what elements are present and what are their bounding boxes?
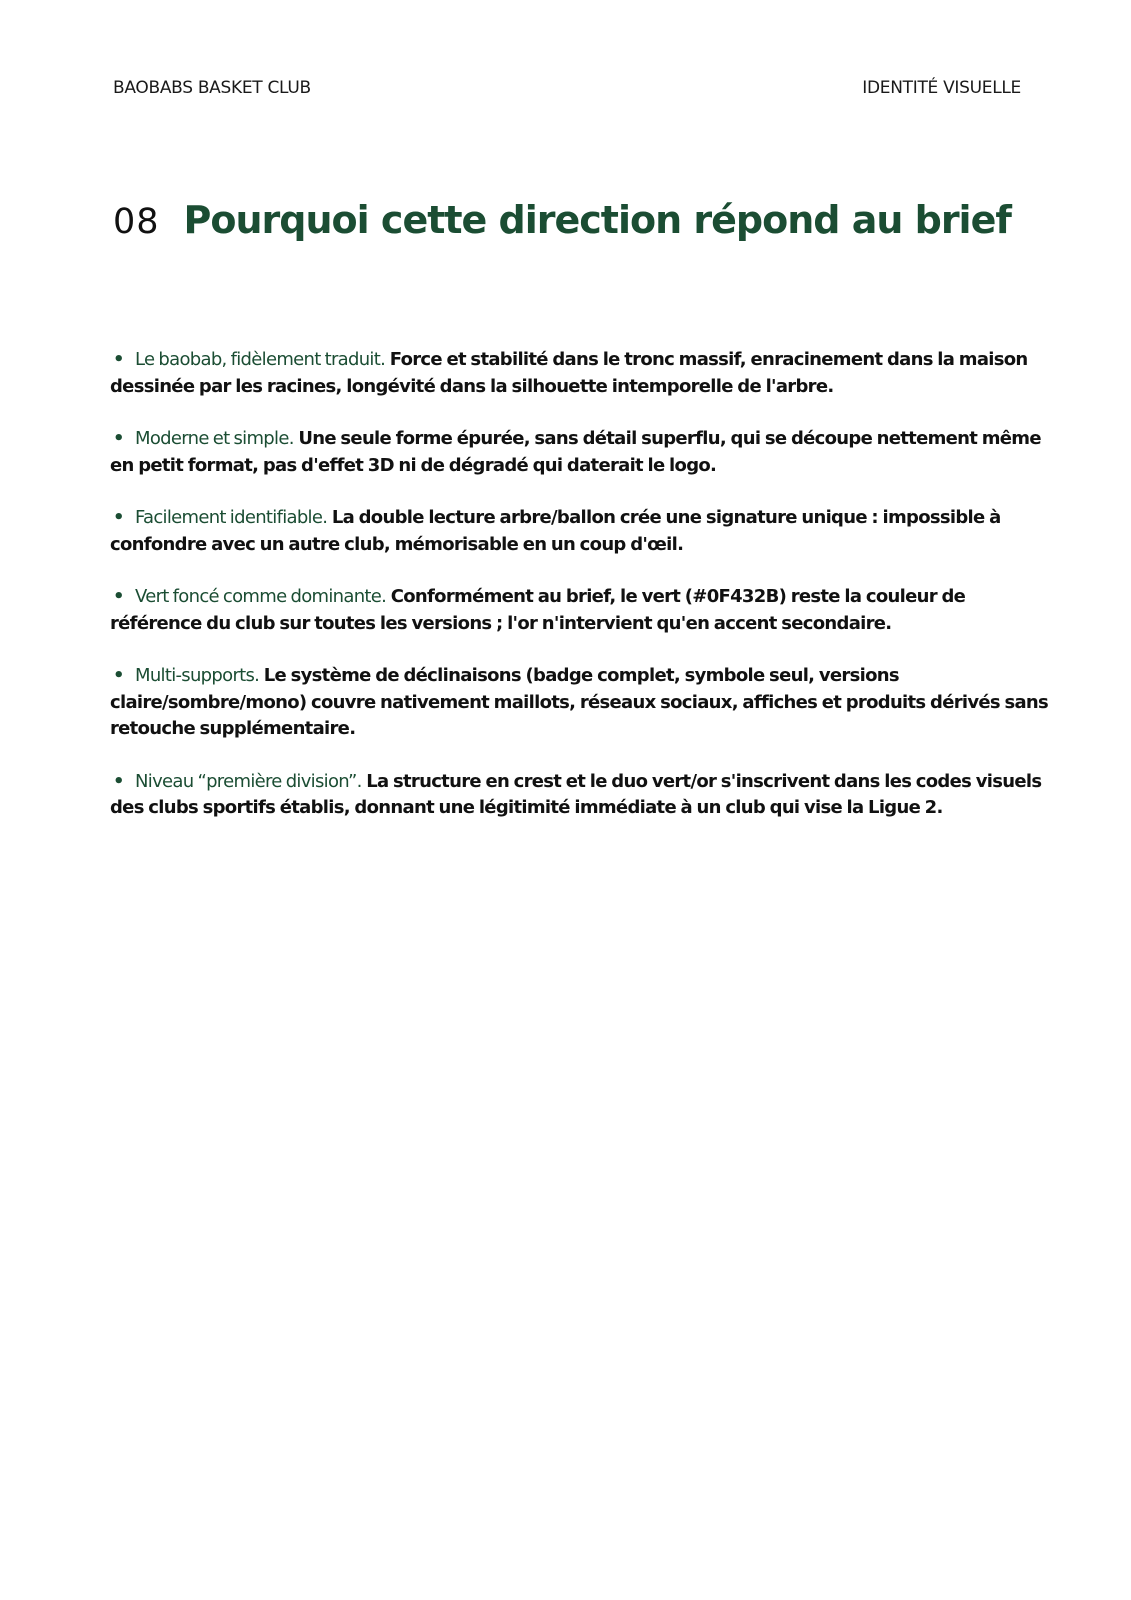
- bullet-item: [110, 769, 1055, 822]
- bullet-body: Le système de déclinaisons (badge complet, symbole seul, versions claire/sombre/mono) couvre nativement maillots, réseaux sociaux, affiches et produits dérivés sans retouche supplémentaire.: [110, 665, 1049, 739]
- bullet-list: [110, 347, 1055, 848]
- bullet-dot-icon: •: [113, 665, 124, 686]
- bullet-dot-icon: •: [113, 428, 124, 449]
- bullet-lead: Le baobab, fidèlement traduit.: [135, 349, 386, 370]
- section-number: 08: [113, 202, 160, 242]
- bullet-dot-icon: •: [113, 507, 124, 528]
- bullet-body: Une seule forme épurée, sans détail superflu, qui se découpe nettement même en petit format, pas d'effet 3D ni de dégradé qui daterait le logo.: [110, 428, 1041, 476]
- bullet-item: [110, 426, 1055, 479]
- bullet-item: [110, 663, 1055, 743]
- bullet-item: [110, 505, 1055, 558]
- bullet-body: Conformément au brief, le vert (#0F432B) reste la couleur de référence du club sur toutes les versions ; l'or n'intervient qu'en accent secondaire.: [110, 586, 966, 634]
- bullet-dot-icon: •: [113, 586, 124, 607]
- bullet-lead: Moderne et simple.: [135, 428, 294, 449]
- bullet-body: Force et stabilité dans le tronc massif, enracinement dans la maison dessinée par les racines, longévité dans la silhouette intemporelle de l'arbre.: [110, 349, 1028, 397]
- bullet-body: La double lecture arbre/ballon crée une signature unique : impossible à confondre avec un autre club, mémorisable en un coup d'œil.: [110, 507, 1001, 555]
- header-club-name: BAOBABS BASKET CLUB: [113, 78, 311, 98]
- header-section-label: IDENTITÉ VISUELLE: [862, 78, 1021, 98]
- bullet-lead: Niveau “première division”.: [135, 770, 362, 792]
- bullet-item: [110, 584, 1055, 637]
- bullet-dot-icon: •: [113, 349, 124, 370]
- bullet-body: La structure en crest et le duo vert/or s'inscrivent dans les codes visuels des clubs sportifs établis, donnant une légitimité immédiate à un club qui vise la Ligue 2.: [110, 770, 1042, 818]
- bullet-lead: Facilement identifiable.: [135, 507, 328, 528]
- page-title: [113, 198, 1011, 242]
- bullet-dot-icon: •: [113, 770, 124, 792]
- bullet-lead: Vert foncé comme dominante.: [135, 586, 387, 607]
- section-title: Pourquoi cette direction répond au brief: [183, 198, 1011, 242]
- bullet-item: [110, 347, 1055, 400]
- bullet-lead: Multi-supports.: [135, 665, 260, 686]
